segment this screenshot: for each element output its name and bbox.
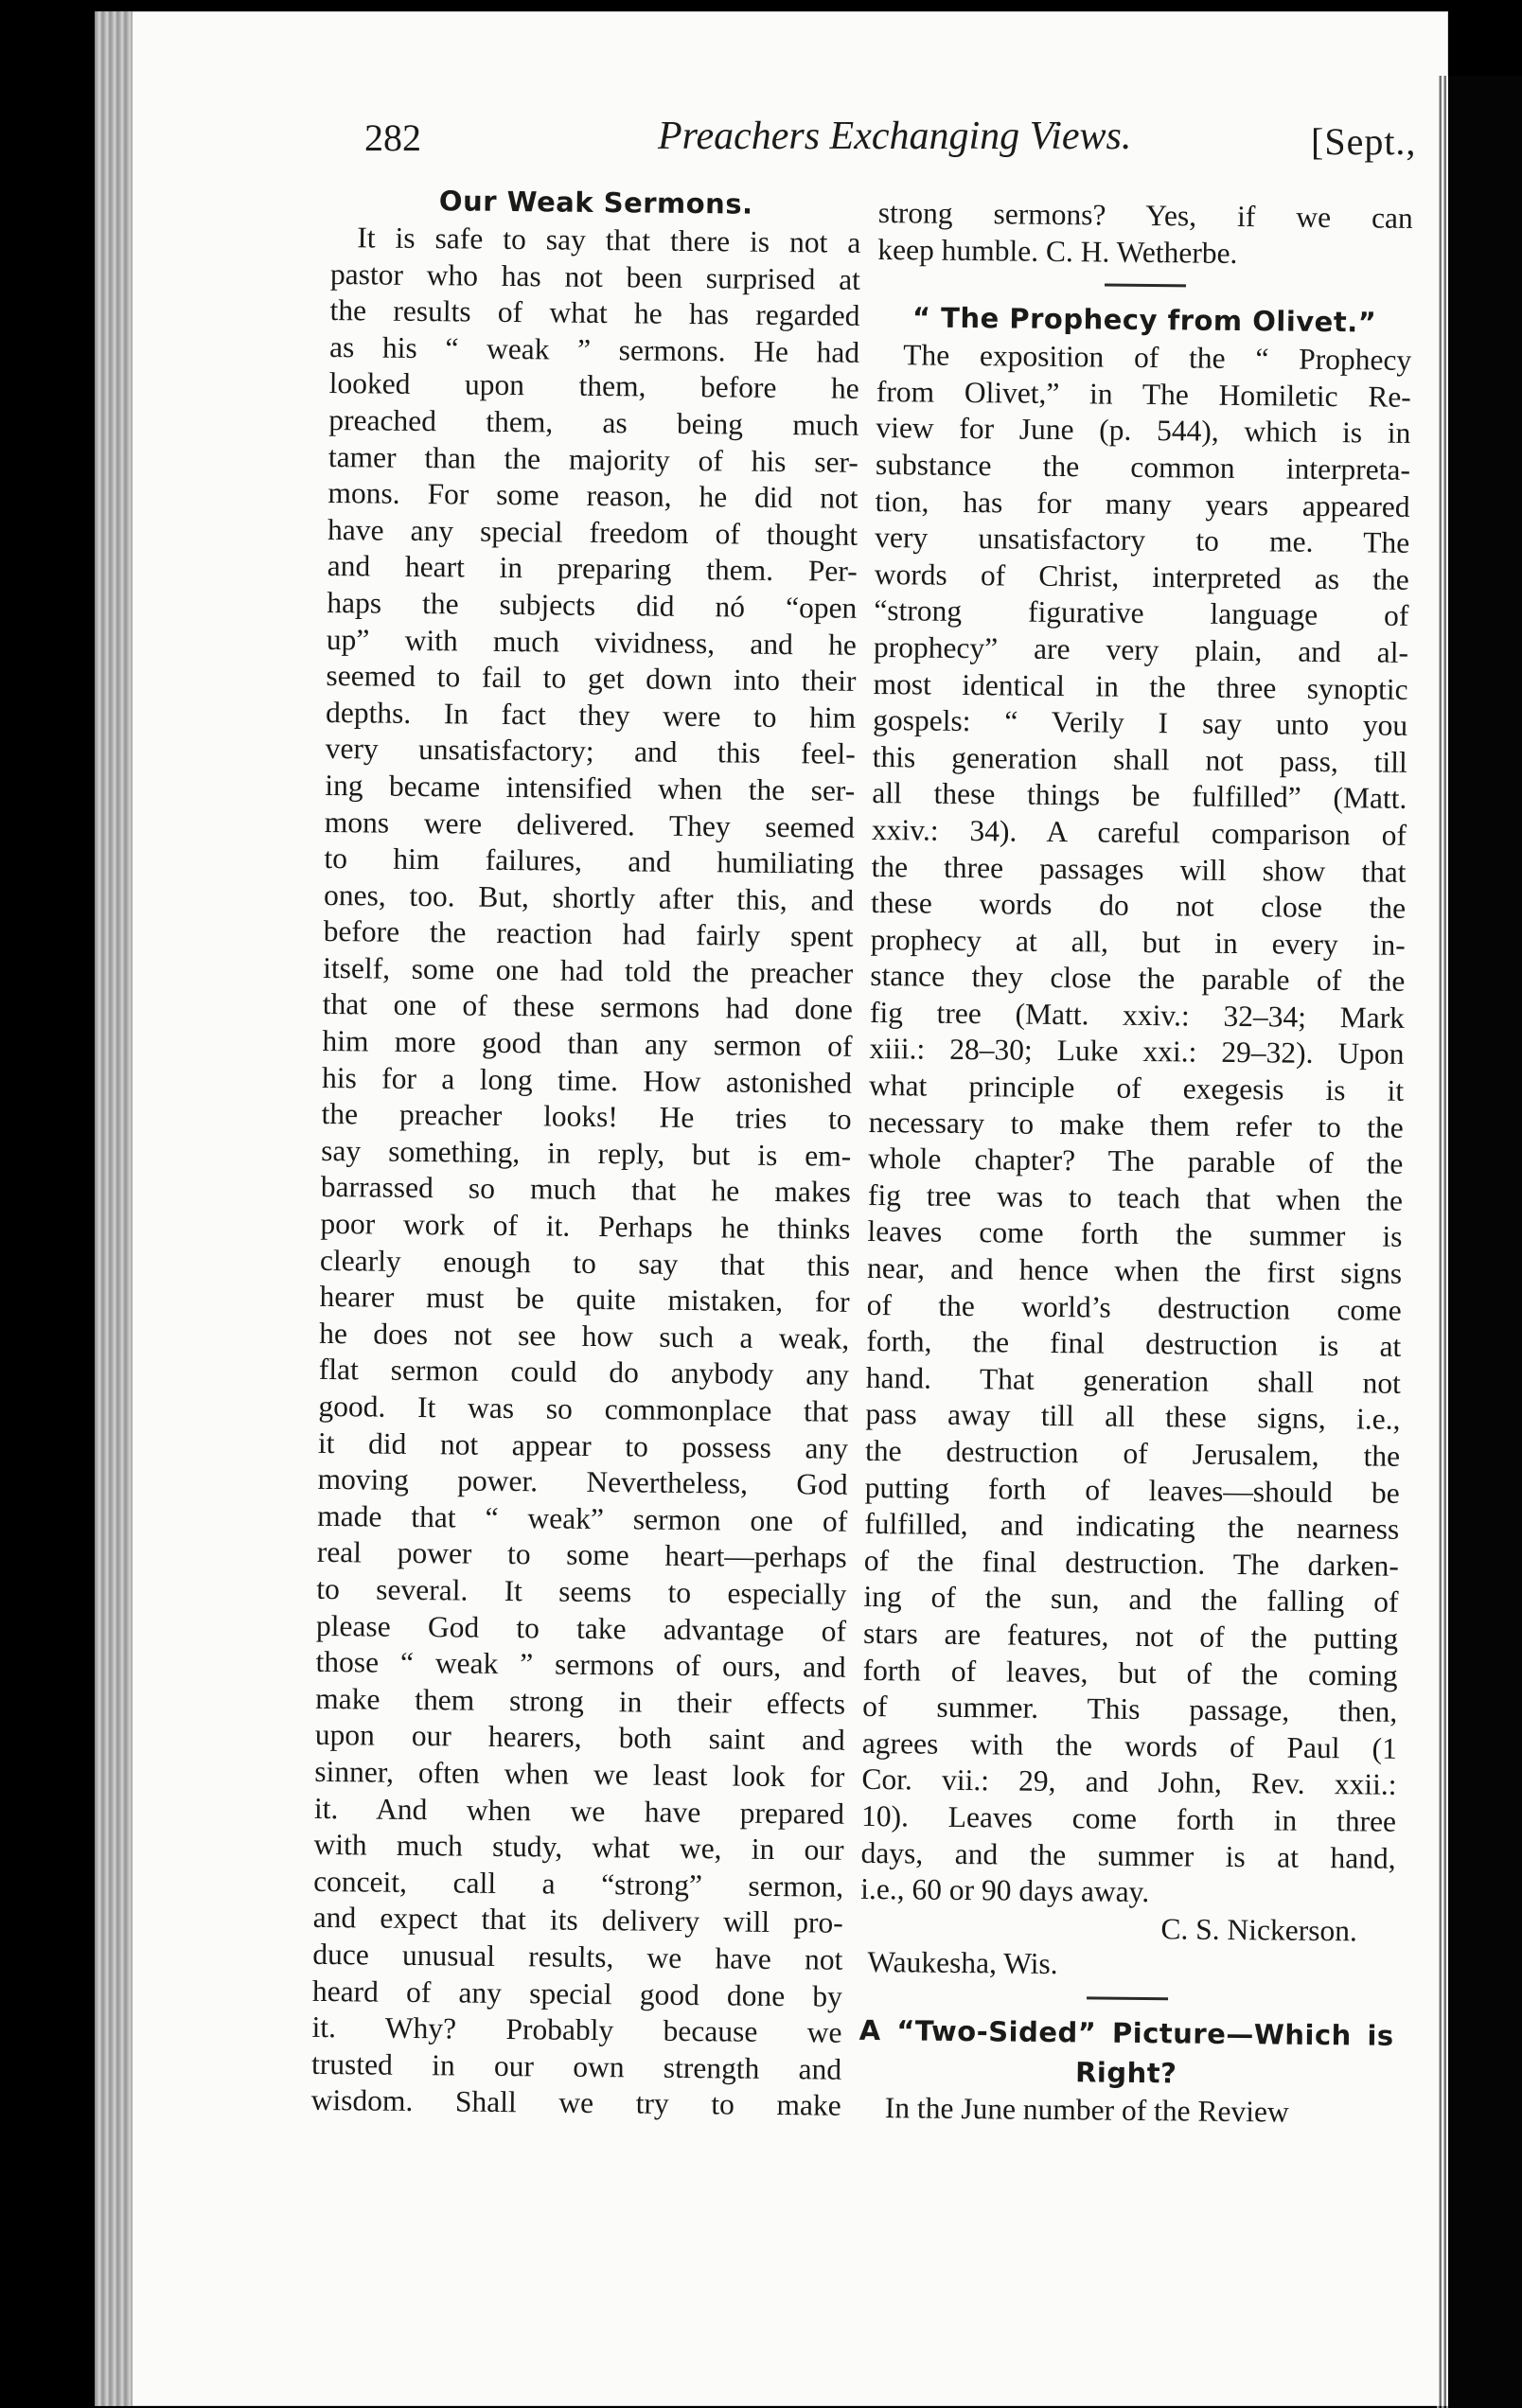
text-line: and heart in preparing them. Per- — [327, 549, 858, 589]
text-line: pass away till all these signs, i.e., — [865, 1397, 1401, 1437]
running-title: Preachers Exchanging Views. — [658, 115, 1132, 158]
text-line: The exposition of the “ Prophecy — [903, 338, 1412, 378]
text-line: words of Christ, interpreted as the — [874, 557, 1409, 596]
text-line: these words do not close the — [870, 886, 1407, 925]
text-line: to several. It seems to especially — [316, 1571, 847, 1611]
text-line: substance the common interpreta- — [875, 447, 1411, 487]
text-line: conceit, call a “strong” sermon, — [312, 1864, 844, 1903]
text-line: poor work of it. Perhaps he thinks — [320, 1206, 851, 1246]
book-binding-edge — [95, 11, 133, 2406]
text-line: forth, the final destruction is at — [866, 1324, 1402, 1364]
text-line: seemed to fail to get down into their — [326, 659, 857, 698]
text-line: the preacher looks! He tries to — [321, 1097, 852, 1137]
text-line: It is safe to say that there is not a — [357, 221, 861, 259]
text-line: this generation shall not pass, till — [872, 739, 1407, 779]
text-line: forth of leaves, but of the coming — [862, 1653, 1398, 1692]
text-line: he does not see how such a weak, — [319, 1316, 850, 1355]
text-line: moving power. Nevertheless, God — [317, 1462, 848, 1501]
article-heading-olivet: “ The Prophecy from Olivet.” — [911, 301, 1377, 339]
text-line: very unsatisfactory; and this feel- — [325, 732, 856, 771]
running-date: [Sept., — [1311, 120, 1417, 163]
left-column — [311, 180, 861, 2125]
section-divider — [1105, 284, 1186, 288]
text-line: looked upon them, before he — [328, 366, 859, 406]
text-line: fulfilled, and indicating the nearness — [864, 1507, 1400, 1547]
text-line: xiii.: 28–30; Luke xxi.: 29–32). Upon — [869, 1032, 1405, 1071]
text-line: tamer than the majority of his ser- — [327, 439, 859, 479]
right-column — [858, 195, 1413, 2132]
text-line: please God to take advantage of — [315, 1608, 847, 1648]
text-line: prophecy” are very plain, and al- — [873, 629, 1409, 669]
text-line: make them strong in their effects — [315, 1681, 846, 1721]
text-line: hand. That generation shall not — [865, 1360, 1402, 1400]
text-line: fig tree (Matt. xxiv.: 32–34; Mark — [869, 995, 1406, 1035]
text-line: putting forth of leaves—should be — [864, 1470, 1400, 1510]
text-line: it. Why? Probably because we — [311, 2010, 842, 2049]
text-line: itself, some one had told the preacher — [323, 950, 854, 990]
text-line: up” with much vividness, and he — [326, 622, 858, 662]
page-number: 282 — [364, 116, 421, 159]
text-line: 10). Leaves come forth in three — [860, 1798, 1397, 1838]
continuation-text — [877, 195, 1413, 274]
text-line: prophecy at all, but in every in- — [870, 922, 1406, 962]
text-line: trusted in our own strength and — [310, 2046, 842, 2086]
text-line: most identical in the three synoptic — [873, 666, 1408, 706]
text-line: before the reaction had fairly spent — [323, 914, 854, 954]
text-line: with much study, what we, in our — [313, 1828, 844, 1867]
text-line: of the final destruction. The darken- — [863, 1543, 1400, 1583]
signature: C. S. Nickerson. — [1160, 1911, 1358, 1948]
text-line: of summer. This passage, then, — [862, 1690, 1398, 1728]
text-line: stance they close the parable of the — [870, 959, 1406, 999]
text-line: near, and hence when the first signs — [866, 1250, 1403, 1290]
text-line: what principle of exegesis is it — [868, 1069, 1405, 1107]
two-sided-first-line: In the June number of the Review — [884, 2091, 1289, 2129]
section-divider — [1087, 1996, 1168, 2000]
text-line: it. And when we have prepared — [313, 1791, 845, 1831]
text-line: good. It was so commonplace that — [318, 1389, 849, 1428]
text-line: Cor. vii.: 29, and John, Rev. xxii.: — [861, 1762, 1397, 1802]
text-line: gospels: “ Verily I say unto you — [873, 703, 1408, 743]
text-line: ing became intensified when the ser- — [325, 768, 856, 807]
article-heading-weak-sermons: Our Weak Sermons. — [438, 185, 753, 221]
article-heading-two-sided-line-2: Right? — [1074, 2056, 1177, 2090]
text-line: mons were delivered. They seemed — [324, 805, 856, 844]
text-line: agrees with the words of Paul (1 — [861, 1726, 1398, 1765]
text-line: sinner, often when we least look for — [314, 1754, 845, 1794]
text-line: have any special freedom of thought — [327, 512, 858, 552]
text-line: all these things be fulfilled” (Matt. — [872, 776, 1407, 816]
text-line: that one of these sermons had done — [322, 987, 854, 1027]
text-line: of the world’s destruction come — [866, 1287, 1402, 1327]
text-line: fig tree was to teach that when the — [867, 1177, 1404, 1217]
text-line: the results of what he has regarded — [329, 293, 860, 333]
text-line: keep humble. C. H. Wetherbe. — [877, 232, 1238, 270]
text-line: as his “ weak ” sermons. He had — [328, 329, 860, 369]
text-line: and expect that its delivery will pro- — [312, 1901, 843, 1940]
text-line: real power to some heart—perhaps — [316, 1535, 847, 1575]
text-line: to him failures, and humiliating — [324, 841, 855, 880]
text-line: xxiv.: 34). A careful comparison of — [871, 812, 1407, 852]
article-heading-two-sided: A “Two-Sided” Picture—Which is — [858, 2013, 1394, 2052]
dark-book-edge — [1448, 76, 1522, 2408]
text-line: the three passages will show that — [871, 849, 1407, 889]
text-line: very unsatisfactory to me. The — [875, 521, 1410, 560]
text-line: him more good than any sermon of — [322, 1024, 853, 1063]
text-line: mons. For some reason, he did not — [327, 476, 858, 516]
text-line: hearer must be quite mistaken, for — [319, 1280, 850, 1319]
text-line: preached them, as being much — [328, 402, 859, 442]
place: Waukesha, Wis. — [867, 1945, 1058, 1981]
text-line: duce unusual results, we have not — [312, 1937, 843, 1976]
text-line: tion, has for many years appeared — [875, 484, 1410, 523]
text-line: whole chapter? The parable of the — [868, 1142, 1404, 1181]
text-line: strong sermons? Yes, if we can — [877, 195, 1413, 235]
text-line: i.e., 60 or 90 days away. — [860, 1872, 1150, 1909]
olivet-body — [860, 337, 1411, 1913]
text-line: clearly enough to say that this — [319, 1243, 851, 1283]
text-line: ing of the sun, and the falling of — [863, 1580, 1399, 1620]
text-line: depths. In fact they were to him — [325, 695, 857, 735]
text-line: necessary to make them refer to the — [868, 1105, 1404, 1144]
text-line: “strong figurative language of — [874, 593, 1409, 633]
text-line: days, and the summer is at hand, — [860, 1835, 1396, 1875]
text-line: the destruction of Jerusalem, the — [864, 1433, 1401, 1473]
text-line: view for June (p. 544), which is in — [876, 411, 1411, 451]
text-line: it did not appear to possess any — [317, 1425, 849, 1465]
text-line: haps the subjects did nó “open — [327, 585, 858, 625]
text-line: pastor who has not been surprised at — [329, 257, 861, 296]
text-line: heard of any special good done by — [311, 1974, 843, 2013]
text-line: upon our hearers, both saint and — [314, 1718, 845, 1758]
text-line: barrassed so much that he makes — [320, 1170, 852, 1210]
text-line: wisdom. Shall we try to make — [310, 2083, 841, 2123]
text-line: leaves come forth the summer is — [867, 1214, 1403, 1254]
text-line: made that “ weak” sermon one of — [317, 1498, 848, 1538]
text-line: flat sermon could do anybody any — [318, 1353, 849, 1392]
text-line: his for a long time. How astonished — [321, 1060, 853, 1100]
text-line: say something, in reply, but is em- — [321, 1133, 852, 1173]
text-line: ones, too. But, shortly after this, and — [323, 877, 855, 917]
running-header — [364, 112, 1425, 178]
text-line: stars are features, not of the putting — [862, 1616, 1399, 1656]
text-line: those “ weak ” sermons of ours, and — [315, 1645, 846, 1684]
text-line: from Olivet,” in The Homiletic Re- — [876, 374, 1411, 414]
